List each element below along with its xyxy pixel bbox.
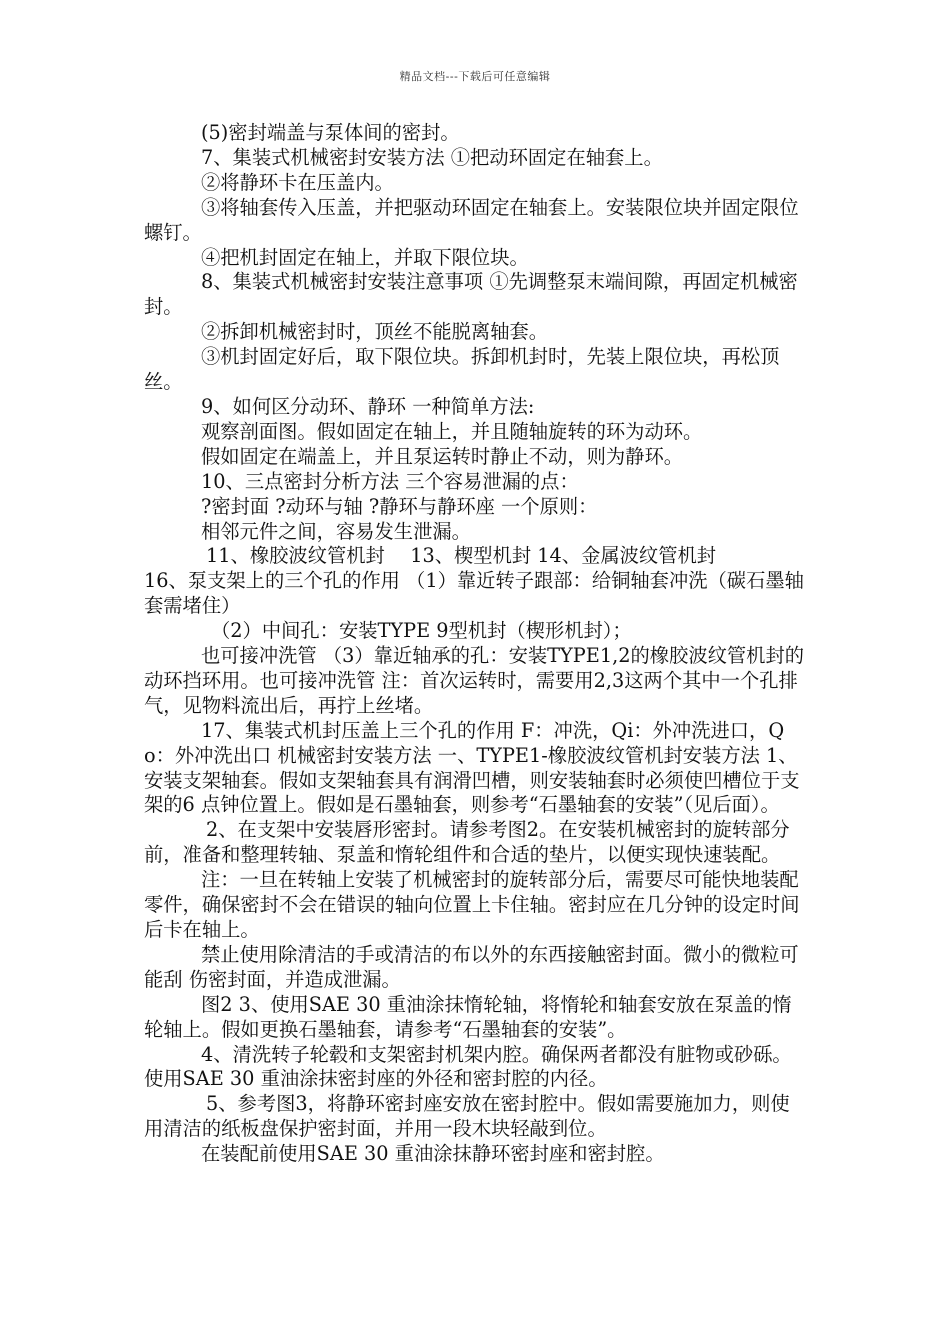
paragraph: 4、清洗转子轮毂和支架密封机架内腔。确保两者都没有脏物或砂砾。使用SAE 30 重油涂抹密封座的外径和密封腔的内径。 bbox=[144, 1042, 792, 1091]
paragraph: 假如固定在端盖上，并且泵运转时静止不动，则为静环。 bbox=[201, 444, 684, 468]
paragraph: ④把机封固定在轴上，并取下限位块。 bbox=[201, 245, 529, 269]
paragraph: 7、集装式机械密封安装方法 ①把动环固定在轴套上。 bbox=[201, 145, 663, 169]
paragraph: 10、三点密封分析方法 三个容易泄漏的点： bbox=[201, 469, 579, 493]
paragraph: (5)密封端盖与泵体间的密封。 bbox=[201, 121, 460, 144]
paragraph: 图2 3、使用SAE 30 重油涂抹惰轮轴，将惰轮和轴套安放在泵盖的惰轮轴上。假如更换石墨轴套，请参考“石墨轴套的安装”。 bbox=[144, 992, 792, 1041]
paragraph: 观察剖面图。假如固定在轴上，并且随轴旋转的环为动环。 bbox=[201, 419, 703, 443]
paragraph: 注：一旦在转轴上安装了机械密封的旋转部分后，需要尽可能快地装配零件，确保密封不会在错误的轴向位置上卡住轴。密封应在几分钟的设定时间后卡在轴上。 bbox=[144, 868, 800, 941]
paragraph: 11、橡胶波纹管机封 13、楔型机封 14、金属波纹管机封 bbox=[206, 544, 717, 568]
paragraph: 2、在支架中安装唇形密封。请参考图2。在安装机械密封的旋转部分前，准备和整理转轴、泵盖和惰轮组件和合适的垫片，以便实现快速装配。 bbox=[144, 818, 790, 867]
paragraph: 相邻元件之间，容易发生泄漏。 bbox=[201, 519, 471, 543]
paragraph: ②拆卸机械密封时，顶丝不能脱离轴套。 bbox=[201, 320, 549, 344]
paragraph: 在装配前使用SAE 30 重油涂抹静环密封座和密封腔。 bbox=[201, 1142, 665, 1166]
paragraph: 16、泵支架上的三个孔的作用 （1）靠近转子跟部：给铜轴套冲洗（碳石墨轴套需堵住） bbox=[144, 569, 804, 618]
paragraph: （2）中间孔：安装TYPE 9型机封（楔形机封）； bbox=[211, 619, 632, 643]
paragraph: ③将轴套传入压盖，并把驱动环固定在轴套上。安装限位块并固定限位螺钉。 bbox=[144, 195, 799, 244]
document-body bbox=[144, 121, 808, 1167]
paragraph: ?密封面 ?动环与轴 ?静环与静环座 一个原则： bbox=[201, 494, 598, 518]
paragraph: ②将静环卡在压盖内。 bbox=[201, 170, 394, 194]
paragraph: 17、集装式机封压盖上三个孔的作用 F：冲洗，Qi：外冲洗进口，Qo：外冲洗出口 机械密封安装方法 一、TYPE1-橡胶波纹管机封安装方法 1、安装支架轴套。假如支架轴套具有润滑凹槽，则安装轴套时必须使凹槽位于支架的6 点钟位置上。假如是石墨轴套，则参考“石墨轴套的安装”（见后面）。 bbox=[144, 718, 800, 817]
paragraph: 5、参考图3，将静环密封座安放在密封腔中。假如需要施加力，则使用清洁的纸板盘保护密封面，并用一段木块轻敲到位。 bbox=[144, 1092, 790, 1141]
paragraph: 禁止使用除清洁的手或清洁的布以外的东西接触密封面。微小的微粒可能刮 伤密封面，并造成泄漏。 bbox=[144, 942, 799, 991]
paragraph: 也可接冲洗管 （3）靠近轴承的孔：安装TYPE1,2的橡胶波纹管机封的动环挡环用。也可接冲洗管 注：首次运转时，需要用2,3这两个其中一个孔排气，见物料流出后，再拧上丝堵。 bbox=[144, 644, 805, 717]
paragraph: 9、如何区分动环、静环 一种简单方法: bbox=[201, 394, 535, 418]
paragraph: ③机封固定好后，取下限位块。拆卸机封时，先装上限位块，再松顶丝。 bbox=[144, 345, 780, 394]
paragraph: 8、集装式机械密封安装注意事项 ①先调整泵末端间隙，再固定机械密封。 bbox=[144, 270, 798, 319]
page-header: 精品文档---下载后可任意编辑 bbox=[399, 70, 551, 83]
